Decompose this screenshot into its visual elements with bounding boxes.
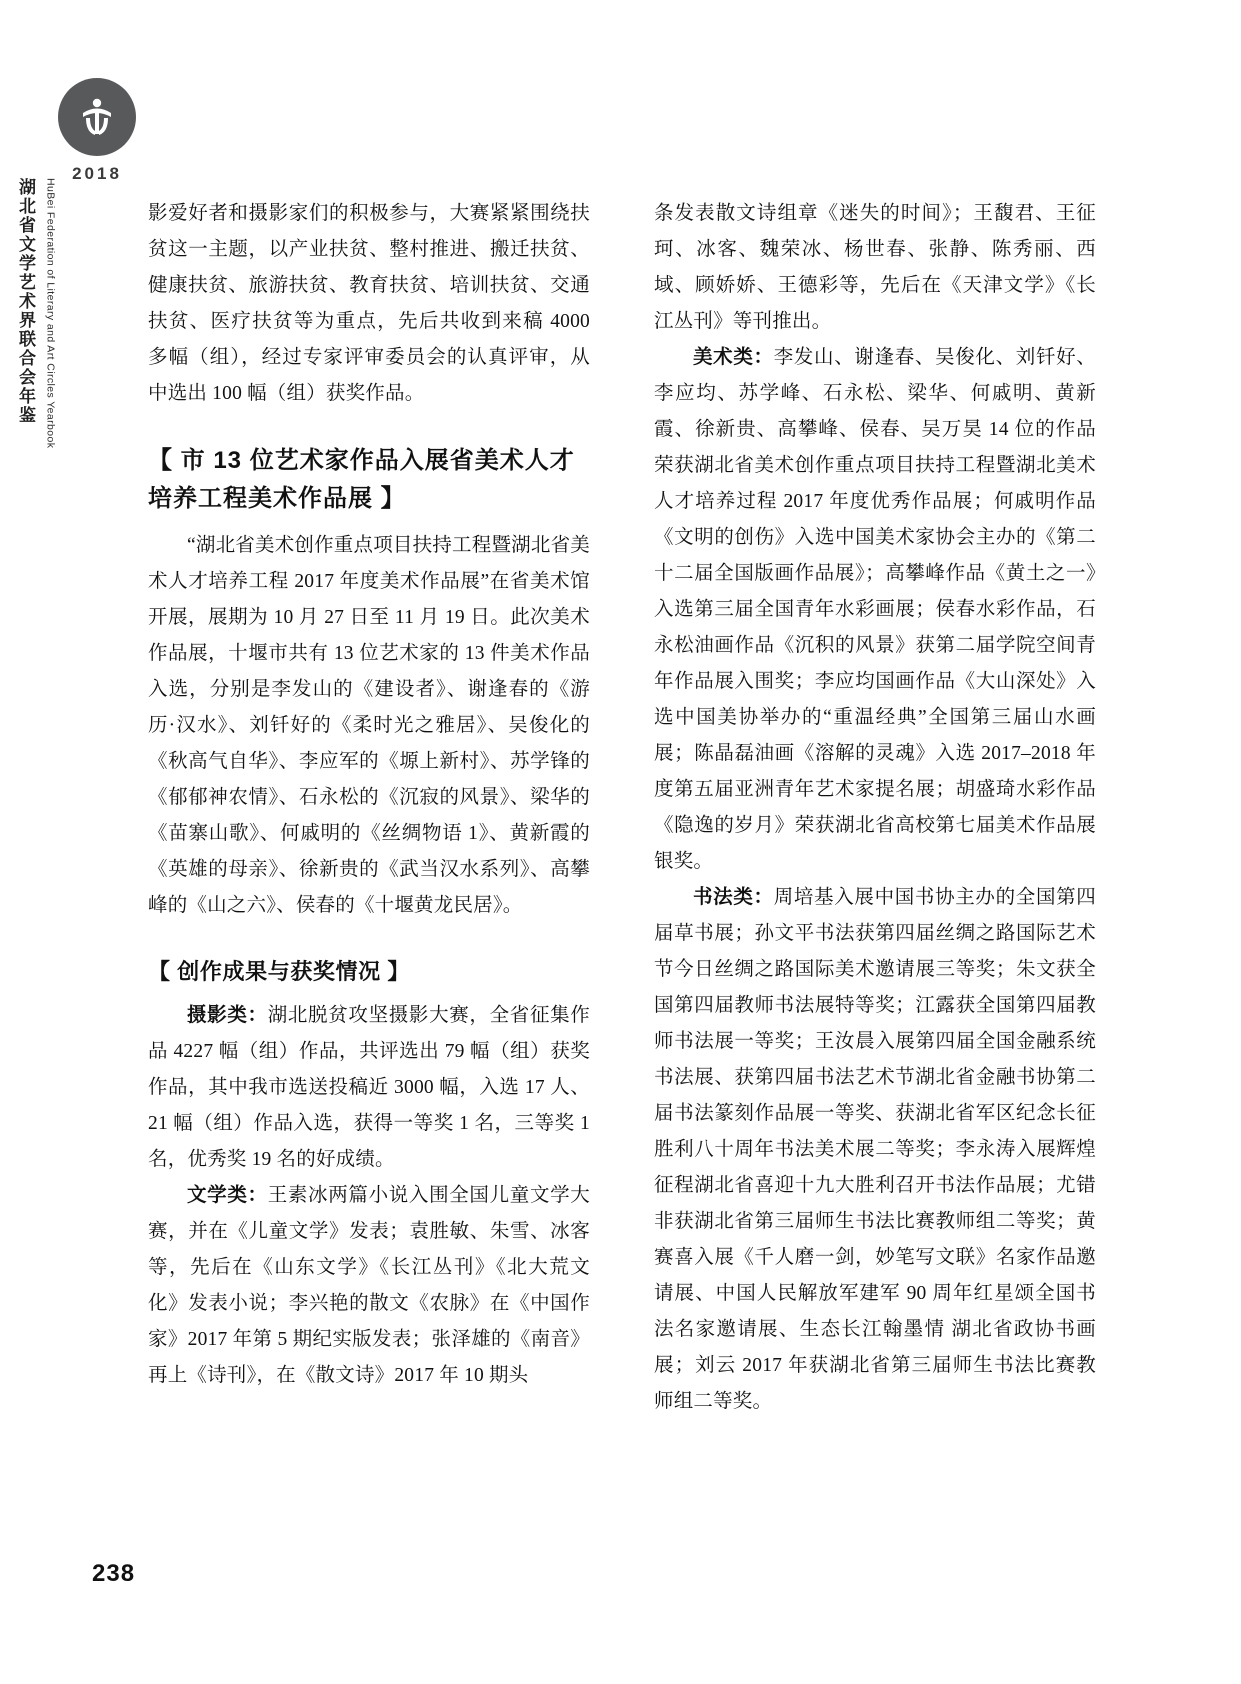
label-fine-arts-category: 美术类：: [693, 347, 774, 368]
right-column: [654, 196, 1096, 1420]
vertical-publication-subtitle-english: HuBei Federation of Literary and Art Circles Yearbook: [44, 178, 57, 449]
paragraph-calligraphy: [654, 880, 1096, 1420]
masthead: [58, 78, 154, 184]
paragraph-fine-arts: [654, 340, 1096, 880]
paragraph-art-exhibition: “湖北省美术创作重点项目扶持工程暨湖北省美术人才培养工程 2017 年度美术作品展”在省美术馆开展，展期为 10 月 27 日至 11 月 19 日。此次美术作品展，十堰市共有 13 位艺术家的 13 件美术作品入选，分别是李发山的《建设者》、谢逢春的《游历·汉水》、刘钎好的《柔时光之雅居》、吴俊化的《秋高气自华》、李应军的《塬上新村》、苏学锋的《郁郁神农情》、石永松的《沉寂的风景》、梁华的《苗寨山歌》、何戚明的《丝绸物语 1》、黄新霞的《英雄的母亲》、徐新贵的《武当汉水系列》、高攀峰的《山之六》、侯春的《十堰黄龙民居》。: [148, 535, 590, 916]
label-literature-category: 文学类：: [187, 1185, 268, 1206]
text-fine-arts-body: 李发山、谢逢春、吴俊化、刘钎好、李应均、苏学峰、石永松、梁华、何戚明、黄新霞、徐新贵、高攀峰、侯春、吴万昊 14 位的作品荣获湖北省美术创作重点项目扶持工程暨湖北美术人才培养过程 2017 年度优秀作品展；何戚明作品《文明的创伤》入选中国美术家协会主办的《第二十二届全国版画作品展》；高攀峰作品《黄土之一》入选第三届全国青年水彩画展；侯春水彩作品，石永松油画作品《沉积的风景》获第二届学院空间青年作品展入围奖；李应均国画作品《大山深处》入选中国美协举办的“重温经典”全国第三届山水画展；陈晶磊油画《溶解的灵魂》入选 2017–2018 年度第五届亚洲青年艺术家提名展；胡盛琦水彩作品《隐逸的岁月》荣获湖北省高校第七届美术作品展银奖。: [654, 347, 1096, 872]
paragraph-literature: [148, 1178, 590, 1394]
body-columns: [148, 196, 1096, 1420]
vertical-publication-title: 湖北省文学艺术界联合会年鉴: [16, 178, 35, 425]
paragraph-continuation: 影爱好者和摄影家们的积极参与，大赛紧紧围绕扶贫这一主题，以产业扶贫、整村推进、搬迁扶贫、健康扶贫、旅游扶贫、教育扶贫、培训扶贫、交通扶贫、医疗扶贫等为重点，先后共收到来稿 4000 多幅（组），经过专家评审委员会的认真评审，从中选出 100 幅（组）获奖作品。: [148, 203, 590, 404]
page-number: 238: [92, 1560, 136, 1587]
text-calligraphy-body: 周培基入展中国书协主办的全国第四届草书展；孙文平书法获第四届丝绸之路国际艺术节今日丝绸之路国际美术邀请展三等奖；朱文获全国第四届教师书法展特等奖；江露获全国第四届教师书法展一等奖；王汝晨入展第四届全国金融系统书法展、获第四届书法艺术节湖北省金融书协第二届书法篆刻作品展一等奖、获湖北省军区纪念长征胜利八十周年书法美术展二等奖；李永涛入展辉煌征程湖北省喜迎十九大胜利召开书法作品展；尤错非获湖北省第三届师生书法比赛教师组二等奖；黄赛喜入展《千人磨一剑，妙笔写文联》名家作品邀请展、中国人民解放军建军 90 周年红星颂全国书法名家邀请展、生态长江翰墨情 湖北省政协书画展；刘云 2017 年获湖北省第三届师生书法比赛教师组二等奖。: [654, 887, 1096, 1412]
publisher-logo: [58, 78, 138, 158]
label-calligraphy-category: 书法类：: [693, 887, 774, 908]
left-column: [148, 196, 590, 1420]
section-heading-achievements: 【 创作成果与获奖情况 】: [148, 959, 411, 984]
yearbook-year: 2018: [72, 164, 122, 183]
label-photography-category: 摄影类：: [187, 1005, 268, 1026]
paragraph-literature-continuation: 条发表散文诗组章《迷失的时间》；王馥君、王征珂、冰客、魏荣冰、杨世春、张静、陈秀丽、西域、顾娇娇、王德彩等，先后在《天津文学》《长江丛刊》等刊推出。: [654, 203, 1096, 332]
federation-emblem-icon: [58, 78, 136, 156]
paragraph-photography: [148, 998, 590, 1178]
text-photography-body: 湖北脱贫攻坚摄影大赛，全省征集作品 4227 幅（组）作品，共评选出 79 幅（组）获奖作品，其中我市选送投稿近 3000 幅，入选 17 人、21 幅（组）作品入选，获得一等奖 1 名，三等奖 1 名，优秀奖 19 名的好成绩。: [148, 1005, 590, 1170]
text-literature-body: 王素冰两篇小说入围全国儿童文学大赛，并在《儿童文学》发表；袁胜敏、朱雪、冰客等，先后在《山东文学》《长江丛刊》《北大荒文化》发表小说；李兴艳的散文《农脉》在《中国作家》2017 年第 5 期纪实版发表；张泽雄的《南音》再上《诗刊》，在《散文诗》2017 年 10 期头: [148, 1185, 590, 1386]
section-heading-art-exhibition: 【 市 13 位艺术家作品入展省美术人才培养工程美术作品展 】: [148, 447, 575, 512]
